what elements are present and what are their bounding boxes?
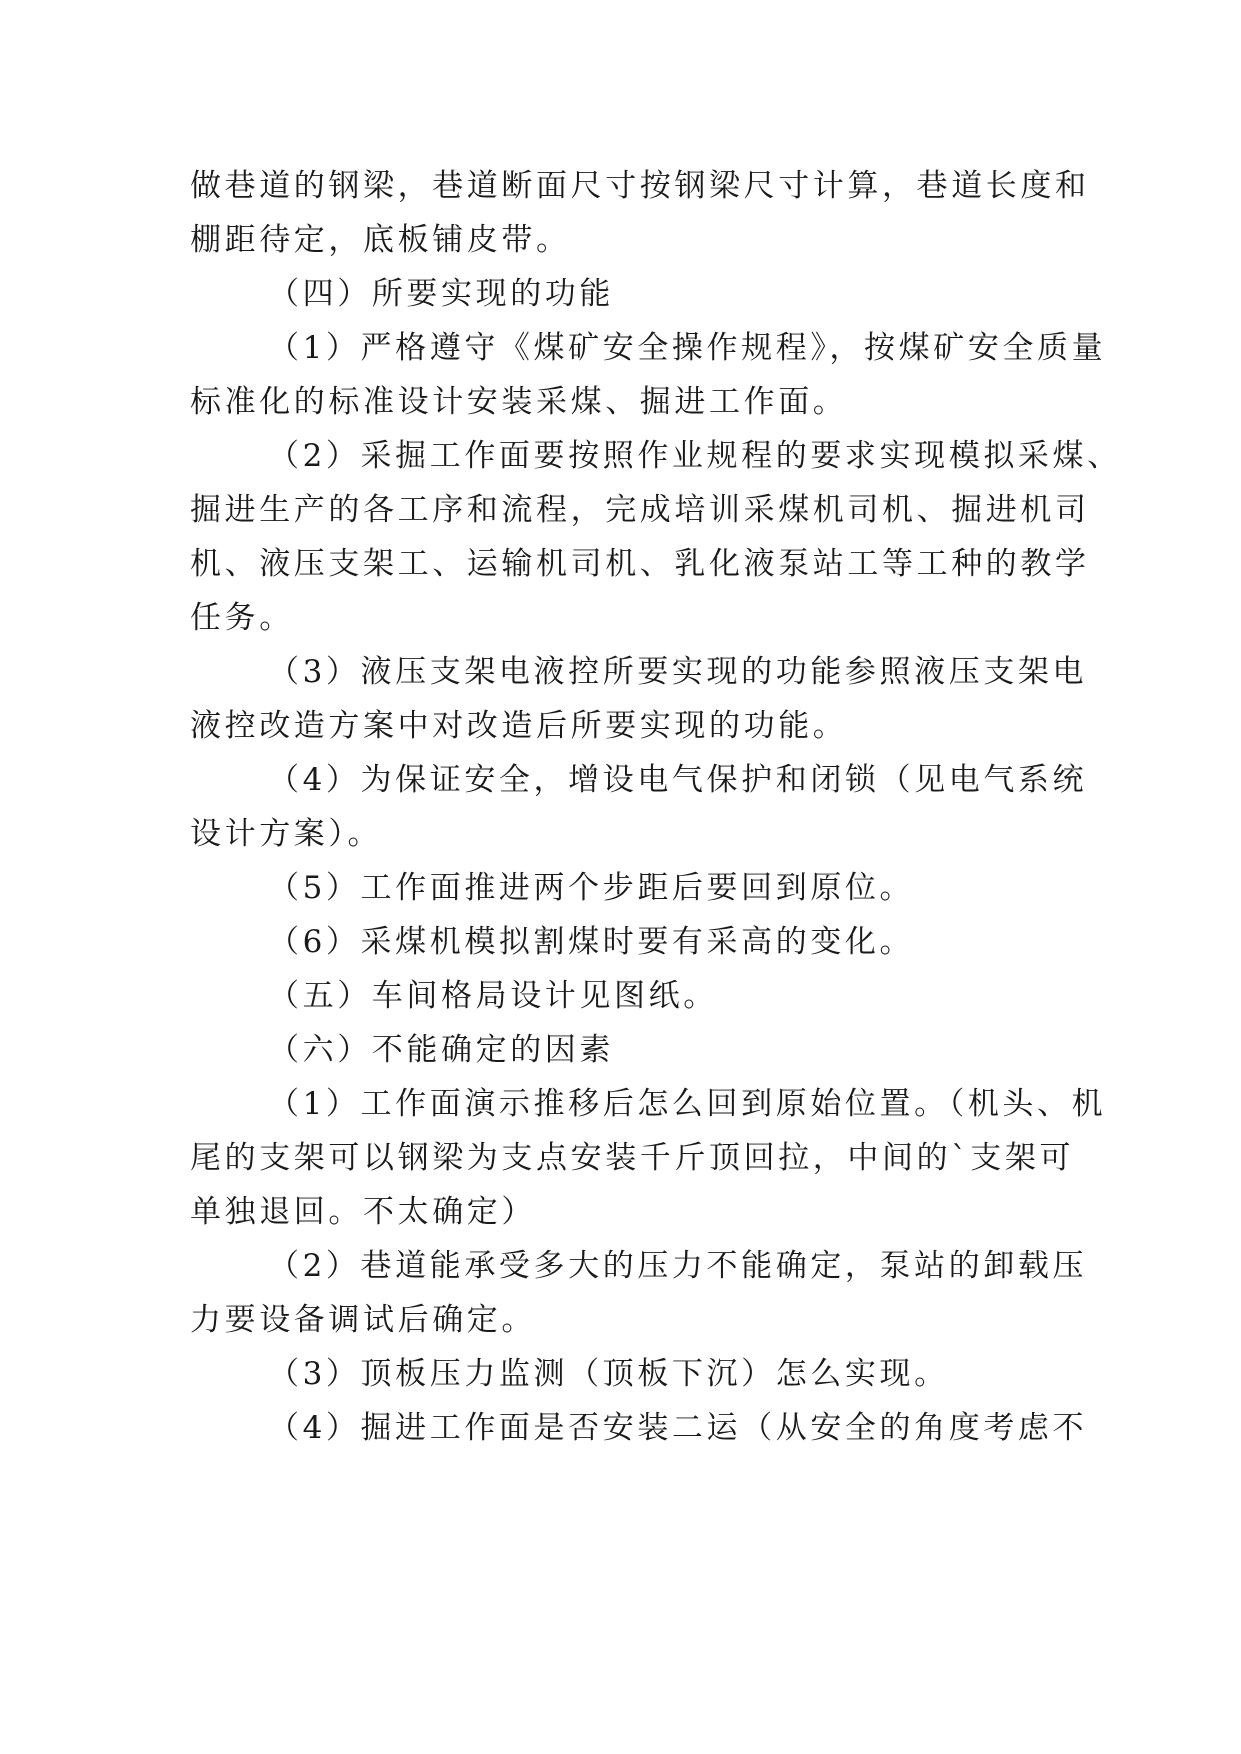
text-line: （5）工作面推进两个步距后要回到原位。 [268, 870, 915, 906]
text-line: 尾的支架可以钢梁为支点安装千斤顶回拉，中间的`支架可 [190, 1140, 1075, 1176]
text-line: （1）工作面演示推移后怎么回到原始位置。（机头、机 [268, 1086, 1107, 1122]
text-line: （2）采掘工作面要按照作业规程的要求实现模拟采煤、 [268, 438, 1122, 474]
text-line: 做巷道的钢梁，巷道断面尺寸按钢梁尺寸计算，巷道长度和 [190, 168, 1090, 204]
text-line: （3）液压支架电液控所要实现的功能参照液压支架电 [268, 654, 1088, 690]
text-line: 掘进生产的各工序和流程，完成培训采煤机司机、掘进机司 [190, 492, 1090, 528]
text-line: （4）为保证安全，增设电气保护和闭锁（见电气系统 [268, 762, 1088, 798]
section-heading: （五）车间格局设计见图纸。 [268, 978, 718, 1014]
text-line: 液控改造方案中对改造后所要实现的功能。 [190, 708, 848, 744]
text-line: （1）严格遵守《煤矿安全操作规程》，按煤矿安全质量 [268, 330, 1107, 366]
text-line: 任务。 [190, 600, 294, 636]
text-line: （3）顶板压力监测（顶板下沉）怎么实现。 [268, 1356, 949, 1392]
text-line: 力要设备调试后确定。 [190, 1302, 536, 1338]
text-line: 单独退回。不太确定） [190, 1194, 536, 1230]
text-line: 设计方案）。 [190, 816, 383, 852]
section-heading: （四）所要实现的功能 [268, 276, 614, 312]
text-line: 标准化的标准设计安装采煤、掘进工作面。 [190, 384, 848, 420]
text-line: （2）巷道能承受多大的压力不能确定，泵站的卸载压 [268, 1248, 1088, 1284]
text-line: （4）掘进工作面是否安装二运（从安全的角度考虑不 [268, 1410, 1088, 1446]
text-line: （6）采煤机模拟割煤时要有采高的变化。 [268, 924, 915, 960]
text-line: 机、液压支架工、运输机司机、乳化液泵站工等工种的教学 [190, 546, 1090, 582]
section-heading: （六）不能确定的因素 [268, 1032, 614, 1068]
text-line: 棚距待定，底板铺皮带。 [190, 222, 571, 258]
